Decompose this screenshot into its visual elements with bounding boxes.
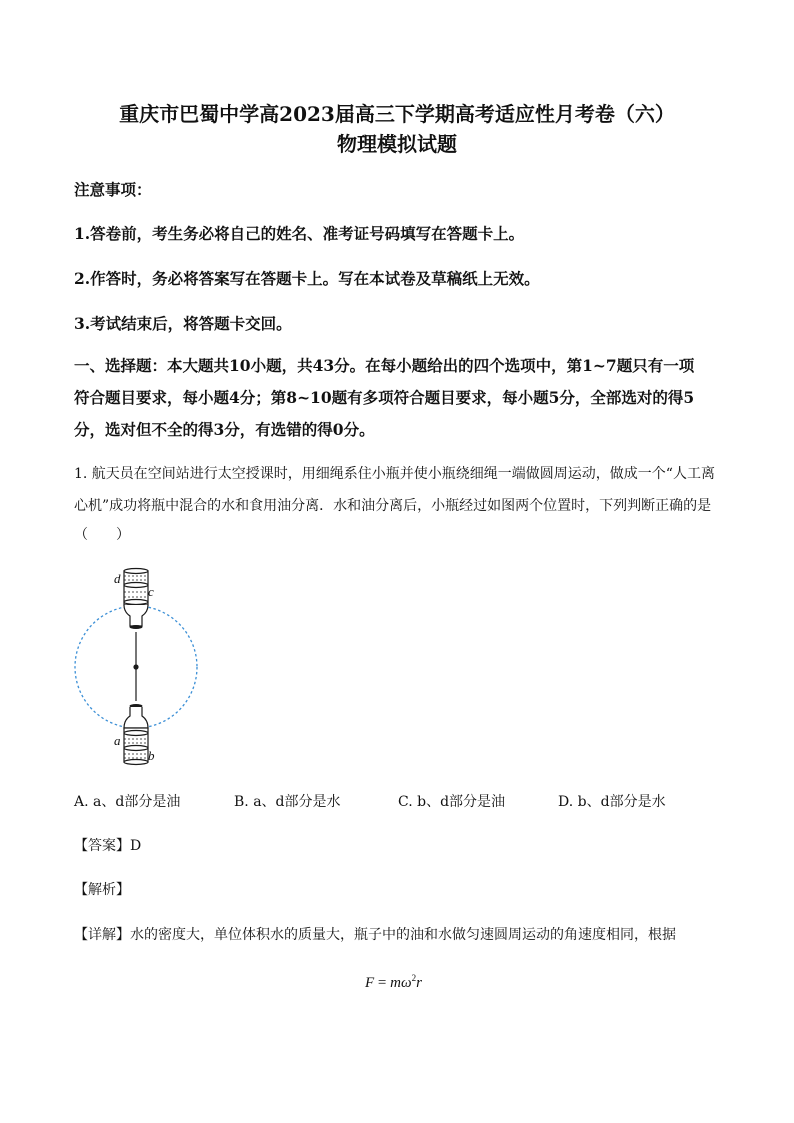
answer-line	[74, 835, 141, 855]
note-item-2: 2.作答时，务必将答案写在答题卡上。写在本试卷及草稿纸上无效。	[74, 269, 540, 288]
formula-r: r	[416, 975, 422, 991]
figure-label-b: b	[148, 748, 155, 763]
option-c[interactable]	[398, 791, 505, 811]
section-line-3: 分，选对但不全的得3分，有选错的得0分。	[74, 420, 375, 439]
answer-tag: 【答案】	[74, 838, 130, 854]
option-b[interactable]	[234, 791, 341, 811]
option-d-text: b、d部分是水	[577, 794, 666, 810]
page-subtitle: 物理模拟试题	[337, 132, 457, 156]
detail-text: 水的密度大，单位体积水的质量大，瓶子中的油和水做匀速圆周运动的角速度相同，根据	[130, 927, 676, 943]
option-c-letter: C.	[398, 794, 413, 810]
question-stem-line-3: （ ）	[74, 527, 130, 543]
answer-value: D	[130, 838, 142, 854]
page-title: 重庆市巴蜀中学高2023届高三下学期高考适应性月考卷（六）	[119, 102, 675, 126]
option-a-text: a、d部分是油	[93, 794, 181, 810]
section-line-1: 一、选择题：本大题共10小题，共43分。在每小题给出的四个选项中，第1~7题只有一项	[74, 356, 695, 375]
bottom-bottle	[124, 704, 148, 765]
formula-omega: ω	[400, 975, 412, 991]
detail-tag: 【详解】	[74, 927, 130, 943]
centrifuge-figure	[66, 566, 206, 772]
note-item-3: 3.考试结束后，将答题卡交回。	[74, 314, 292, 333]
top-bottle	[124, 569, 148, 630]
option-a[interactable]	[74, 791, 180, 811]
formula-f-equals-m-omega-squared-r	[365, 973, 422, 992]
figure-label-d: d	[114, 571, 121, 586]
figure-label-c: c	[148, 584, 154, 599]
option-d-letter: D.	[558, 794, 574, 810]
option-b-letter: B.	[234, 794, 249, 810]
option-b-text: a、d部分是水	[253, 794, 341, 810]
analysis-tag: 【解析】	[74, 882, 130, 898]
figure-label-a: a	[114, 733, 121, 748]
detail-line	[74, 924, 676, 944]
option-c-text: b、d部分是油	[417, 794, 506, 810]
section-line-2: 符合题目要求，每小题4分；第8~10题有多项符合题目要求，每小题5分，全部选对的得5	[74, 388, 695, 407]
question-stem-line-1: 1. 航天员在空间站进行太空授课时，用细绳系住小瓶并使小瓶绕细绳一端做圆周运动，做成一个“人工离	[74, 466, 715, 482]
formula-lhs: F	[365, 975, 375, 991]
option-d[interactable]	[558, 791, 666, 811]
formula-m: m	[390, 975, 401, 991]
formula-eq: =	[374, 975, 391, 991]
note-item-1: 1.答卷前，考生务必将自己的姓名、准考证号码填写在答题卡上。	[74, 224, 525, 243]
formula-exp: 2	[411, 973, 417, 983]
option-a-letter: A.	[74, 794, 89, 810]
question-stem-line-2: 心机”成功将瓶中混合的水和食用油分离．水和油分离后，小瓶经过如图两个位置时，下列判断正确的是	[74, 498, 712, 514]
center-point	[133, 664, 138, 669]
notes-heading: 注意事项：	[74, 180, 152, 199]
